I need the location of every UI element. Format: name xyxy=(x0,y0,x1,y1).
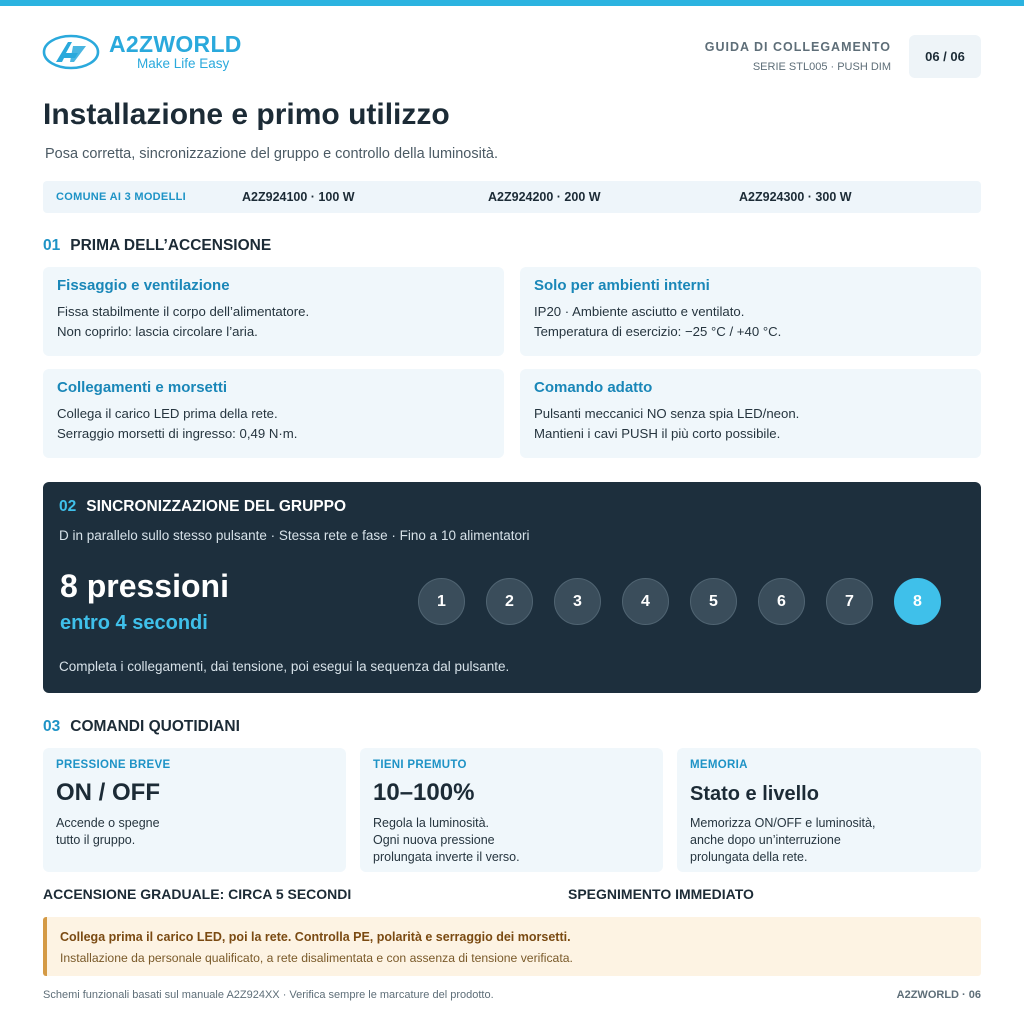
card-text: Pulsanti meccanici NO senza spia LED/neon. xyxy=(534,406,800,421)
command-label: MEMORIA xyxy=(690,759,748,771)
section-heading xyxy=(59,498,346,516)
card-text: Mantieni i cavi PUSH il più corto possibile. xyxy=(534,426,781,441)
fade-in-note: ACCENSIONE GRADUALE: CIRCA 5 SECONDI xyxy=(43,886,352,902)
brand-tagline: Make Life Easy xyxy=(137,56,230,71)
card-text: Collega il carico LED prima della rete. xyxy=(57,406,278,421)
sync-panel xyxy=(43,482,981,693)
info-card xyxy=(520,369,981,458)
command-card xyxy=(43,748,346,872)
command-label: PRESSIONE BREVE xyxy=(56,759,171,771)
card-title: Collegamenti e morsetti xyxy=(57,379,228,396)
card-text: Non coprirlo: lascia circolare l’aria. xyxy=(57,324,258,339)
card-title: Comando adatto xyxy=(534,379,653,396)
step-circle: 3 xyxy=(554,578,601,625)
section-title: PRIMA DELL’ACCENSIONE xyxy=(70,237,272,254)
section-number: 02 xyxy=(59,498,77,515)
sync-description: D in parallelo sullo stesso pulsante · Stessa rete e fase · Fino a 10 alimentatori xyxy=(59,528,530,543)
brand-logo xyxy=(42,32,242,72)
card-text: Serraggio morsetti di ingresso: 0,49 N·m. xyxy=(57,426,298,441)
info-card xyxy=(43,369,504,458)
page-title: Installazione e primo utilizzo xyxy=(43,98,450,131)
command-text: Accende o spegne xyxy=(56,816,160,830)
warning-text: Installazione da personale qualificato, a rete disalimentata e con assenza di tensione verificata. xyxy=(60,951,573,965)
info-card xyxy=(43,267,504,356)
command-value: Stato e livello xyxy=(690,783,819,805)
fade-out-note: SPEGNIMENTO IMMEDIATO xyxy=(568,886,754,902)
card-title: Solo per ambienti interni xyxy=(534,277,710,294)
command-label: TIENI PREMUTO xyxy=(373,759,467,771)
step-circle-active: 8 xyxy=(894,578,941,625)
card-title: Fissaggio e ventilazione xyxy=(57,277,230,294)
top-accent-bar xyxy=(0,0,1024,6)
warning-box xyxy=(43,917,981,976)
card-text: Temperatura di esercizio: −25 °C / +40 °C. xyxy=(534,324,782,339)
command-text: anche dopo un’interruzione xyxy=(690,833,841,847)
brand-name: A2ZWORLD xyxy=(109,31,242,57)
command-value: ON / OFF xyxy=(56,779,160,806)
a2z-logo-icon xyxy=(42,32,100,72)
section-number: 01 xyxy=(43,237,61,254)
card-text: IP20 · Ambiente asciutto e ventilato. xyxy=(534,304,745,319)
model-item: A2Z924300 · 300 W xyxy=(739,190,852,204)
sync-footer: Completa i collegamenti, dai tensione, poi esegui la sequenza dal pulsante. xyxy=(59,659,510,674)
time-window: entro 4 secondi xyxy=(60,612,208,634)
step-circle: 4 xyxy=(622,578,669,625)
command-text: prolungata inverte il verso. xyxy=(373,850,520,864)
section-title: COMANDI QUOTIDIANI xyxy=(70,718,240,735)
product-series: SERIE STL005 · PUSH DIM xyxy=(752,61,891,73)
step-circle: 5 xyxy=(690,578,737,625)
section-heading xyxy=(43,718,240,736)
page-subtitle: Posa corretta, sincronizzazione del gruppo e controllo della luminosità. xyxy=(45,146,498,162)
step-circle: 7 xyxy=(826,578,873,625)
command-card xyxy=(360,748,663,872)
footer-page: A2ZWORLD · 06 xyxy=(896,989,981,1001)
command-card xyxy=(677,748,981,872)
footer-note: Schemi funzionali basati sul manuale A2Z924XX · Verifica sempre le marcature del prodotto. xyxy=(43,989,494,1001)
model-item: A2Z924100 · 100 W xyxy=(242,190,355,204)
section-title: SINCRONIZZAZIONE DEL GRUPPO xyxy=(86,498,347,515)
document-header xyxy=(705,40,891,73)
press-count: 8 pressioni xyxy=(60,568,229,604)
command-text: Regola la luminosità. xyxy=(373,816,490,830)
document-type: GUIDA DI COLLEGAMENTO xyxy=(704,40,891,54)
section-number: 03 xyxy=(43,718,61,735)
step-circle: 6 xyxy=(758,578,805,625)
command-value: 10–100% xyxy=(373,779,475,806)
step-circle: 2 xyxy=(486,578,533,625)
command-text: Memorizza ON/OFF e luminosità, xyxy=(690,816,876,830)
model-item: A2Z924200 · 200 W xyxy=(488,190,601,204)
command-text: tutto il gruppo. xyxy=(56,833,136,847)
models-label: COMUNE AI 3 MODELLI xyxy=(56,191,186,203)
section-heading xyxy=(43,237,271,255)
step-circle: 1 xyxy=(418,578,465,625)
info-card xyxy=(520,267,981,356)
card-text: Fissa stabilmente il corpo dell’alimentatore. xyxy=(57,304,310,319)
command-text: Ogni nuova pressione xyxy=(373,833,495,847)
command-text: prolungata della rete. xyxy=(690,850,808,864)
page-number-badge: 06 / 06 xyxy=(909,35,981,78)
warning-title: Collega prima il carico LED, poi la rete. Controlla PE, polarità e serraggio dei morsetti. xyxy=(60,930,571,944)
models-bar xyxy=(43,181,981,213)
